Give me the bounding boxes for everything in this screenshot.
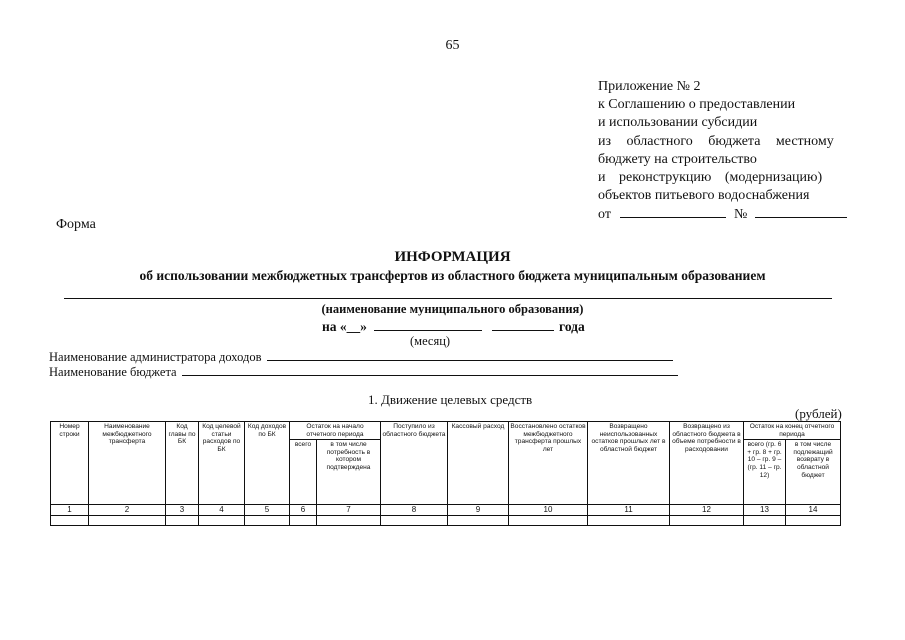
budget-field[interactable]: [182, 365, 678, 376]
budget-row: [49, 365, 678, 380]
empty-cell[interactable]: [317, 516, 381, 526]
empty-cell[interactable]: [381, 516, 448, 526]
column-number: 8: [381, 505, 448, 516]
header-cell: Код доходов по БК: [245, 422, 290, 505]
column-number: 3: [166, 505, 199, 516]
document-title: ИНФОРМАЦИЯ: [394, 249, 511, 265]
header-cell: в том числе потребность в котором подтверждена: [317, 440, 381, 505]
column-number: 7: [317, 505, 381, 516]
admin-field[interactable]: [267, 350, 673, 361]
municipality-caption: (наименование муниципального образования): [321, 302, 584, 316]
column-number: 10: [509, 505, 588, 516]
column-number: 14: [786, 505, 841, 516]
empty-cell[interactable]: [744, 516, 786, 526]
appendix-line: бюджету на строительство: [598, 151, 757, 167]
year-blank[interactable]: [492, 318, 554, 331]
date-blank[interactable]: [620, 205, 726, 218]
empty-cell[interactable]: [199, 516, 245, 526]
empty-cell[interactable]: [786, 516, 841, 526]
appendix-date-line: [598, 205, 844, 224]
header-cell: всего: [290, 440, 317, 505]
empty-cell[interactable]: [509, 516, 588, 526]
section-title: 1. Движение целевых средств: [368, 392, 533, 407]
units-label: (рублей): [795, 406, 842, 421]
appendix-line: и реконструкцию (модернизацию): [598, 170, 823, 186]
header-cell: Код главы по БК: [166, 422, 199, 505]
header-cell: в том числе подлежащий возврату в областной бюджет: [786, 440, 841, 505]
month-caption: (месяц): [410, 334, 451, 348]
table-header-row: [51, 422, 841, 440]
appendix-line: Приложение № 2: [598, 79, 701, 94]
form-label: Форма: [56, 217, 96, 232]
header-cell: Возвращено неиспользованных остатков прошлых лет в областной бюджет: [588, 422, 670, 505]
appendix-line: из областного бюджета местному: [598, 133, 834, 149]
column-number: 2: [89, 505, 166, 516]
header-cell: Остаток на конец отчетного периода: [744, 422, 841, 440]
number-label: №: [733, 207, 748, 223]
funds-movement-table: [50, 421, 841, 526]
column-number: 6: [290, 505, 317, 516]
from-label: от: [598, 207, 611, 223]
header-cell: Поступило из областного бюджета: [381, 422, 448, 505]
empty-cell[interactable]: [89, 516, 166, 526]
municipality-line[interactable]: [64, 298, 832, 299]
appendix-line: к Соглашению о предоставлении: [598, 97, 796, 113]
appendix-line: объектов питьевого водоснабжения: [598, 188, 810, 204]
empty-cell[interactable]: [245, 516, 290, 526]
column-number: 9: [448, 505, 509, 516]
header-cell: Номер строки: [51, 422, 89, 505]
empty-cell[interactable]: [51, 516, 89, 526]
admin-label: Наименование администратора доходов: [49, 350, 262, 364]
column-number: 5: [245, 505, 290, 516]
budget-label: Наименование бюджета: [49, 365, 177, 379]
empty-cell[interactable]: [588, 516, 670, 526]
column-number: 13: [744, 505, 786, 516]
column-number: 12: [670, 505, 744, 516]
empty-cell[interactable]: [670, 516, 744, 526]
header-cell: всего (гр. 6 + гр. 8 + гр. 10 – гр. 9 – (гр. 11 – гр. 12): [744, 440, 786, 505]
month-blank[interactable]: [374, 318, 482, 331]
header-cell: Остаток на начало отчетного периода: [290, 422, 381, 440]
header-cell: Восстановлено остатков межбюджетного трансферта прошлых лет: [509, 422, 588, 505]
admin-row: [49, 350, 673, 365]
table-row: [51, 516, 841, 526]
period-prefix: на «__»: [322, 319, 367, 334]
empty-cell[interactable]: [166, 516, 199, 526]
column-number: 11: [588, 505, 670, 516]
number-blank[interactable]: [755, 205, 847, 218]
header-cell: Наименование межбюджетного трансферта: [89, 422, 166, 505]
column-number: 1: [51, 505, 89, 516]
document-subtitle: об использовании межбюджетных трансфертов из областного бюджета муниципальным образованием: [139, 268, 766, 283]
period-line: [322, 318, 585, 335]
header-cell: Возвращено из областного бюджета в объеме потребности в расходовании: [670, 422, 744, 505]
empty-cell[interactable]: [290, 516, 317, 526]
page-number: 65: [445, 38, 460, 53]
column-number-row: [51, 505, 841, 516]
header-cell: Код целевой статьи расходов по БК: [199, 422, 245, 505]
period-suffix: года: [559, 319, 585, 334]
appendix-line: и использовании субсидии: [598, 115, 758, 131]
empty-cell[interactable]: [448, 516, 509, 526]
header-cell: Кассовый расход: [448, 422, 509, 505]
appendix-block: [598, 78, 844, 225]
column-number: 4: [199, 505, 245, 516]
